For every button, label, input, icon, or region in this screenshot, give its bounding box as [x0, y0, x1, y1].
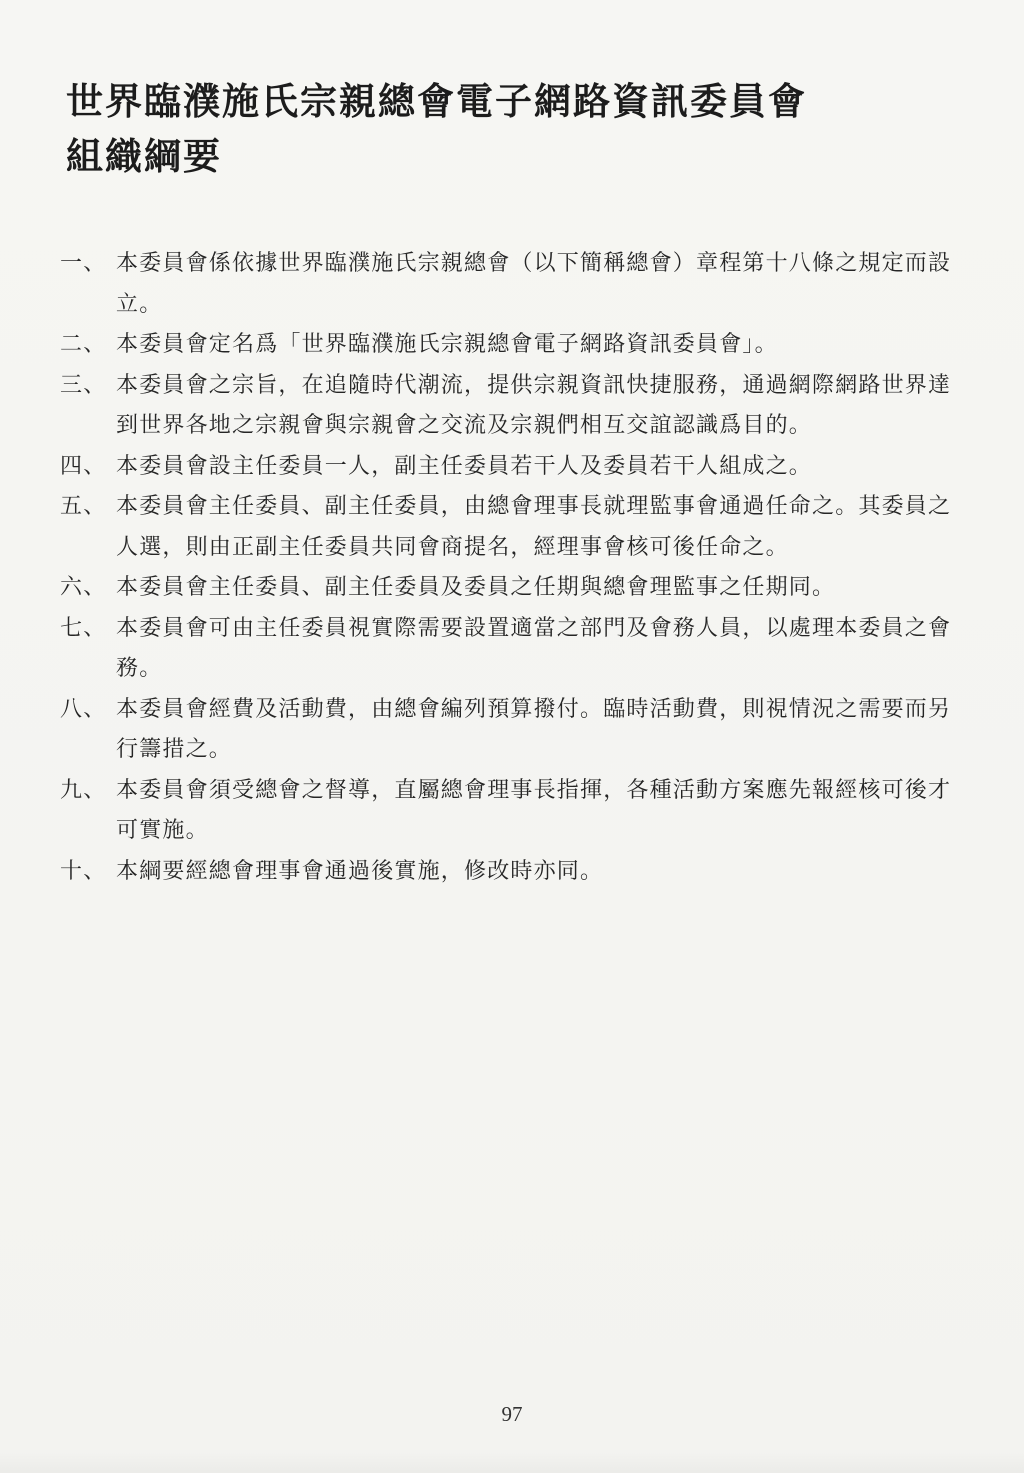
- article-number: 五、: [60, 494, 107, 519]
- article-text: 本委員會設主任委員一人，副主任委員若干人及委員若干人組成之。: [116, 453, 813, 479]
- article-item: [60, 447, 960, 488]
- article-item: [60, 568, 960, 609]
- article-text: 本委員會經費及活動費，由總會編列預算撥付。臨時活動費，則視情況之需要而另行籌措之。: [116, 696, 952, 762]
- document-title: [66, 74, 966, 184]
- article-text: 本委員會可由主任委員視實際需要設置適當之部門及會務人員，以處理本委員之會務。: [116, 615, 952, 681]
- title-line-2: 組織綱要: [66, 135, 222, 178]
- article-text: 本委員會定名爲「世界臨濮施氏宗親總會電子網路資訊委員會」。: [116, 332, 778, 357]
- article-number: 八、: [60, 696, 107, 722]
- article-text: 本委員會之宗旨，在追隨時代潮流，提供宗親資訊快捷服務，通過網際網路世界達到世界各地之宗親會與宗親會之交流及宗親們相互交誼認識爲目的。: [116, 372, 952, 438]
- article-item: [60, 609, 960, 690]
- article-item: [60, 690, 960, 771]
- article-text: 本委員會係依據世界臨濮施氏宗親總會（以下簡稱總會）章程第十八條之規定而設立。: [116, 251, 952, 317]
- article-item: [60, 852, 960, 893]
- page-number: 97: [501, 1402, 523, 1426]
- article-item: [60, 366, 960, 447]
- article-text: 本委員會主任委員、副主任委員，由總會理事長就理監事會通過任命之。其委員之人選，則由正副主任委員共同會商提名，經理事會核可後任命之。: [116, 494, 952, 560]
- article-number: 一、: [60, 251, 107, 276]
- article-text: 本委員會主任委員、副主任委員及委員之任期與總會理監事之任期同。: [116, 575, 836, 600]
- article-item: [60, 244, 960, 325]
- articles-list: [60, 244, 960, 892]
- article-number: 九、: [60, 777, 107, 803]
- article-number: 七、: [60, 615, 107, 641]
- article-item: [60, 771, 960, 852]
- article-item: [60, 325, 960, 366]
- article-number: 六、: [60, 575, 107, 600]
- article-number: 三、: [60, 372, 107, 398]
- page-bottom-shadow: [0, 1452, 1024, 1473]
- title-line-1: 世界臨濮施氏宗親總會電子網路資訊委員會: [66, 80, 807, 123]
- article-number: 十、: [60, 858, 107, 884]
- article-text: 本委員會須受總會之督導，直屬總會理事長指揮，各種活動方案應先報經核可後才可實施。: [116, 777, 952, 843]
- article-item: [60, 487, 960, 568]
- article-text: 本綱要經總會理事會通過後實施，修改時亦同。: [116, 858, 604, 884]
- article-number: 四、: [60, 453, 107, 479]
- article-number: 二、: [60, 332, 107, 357]
